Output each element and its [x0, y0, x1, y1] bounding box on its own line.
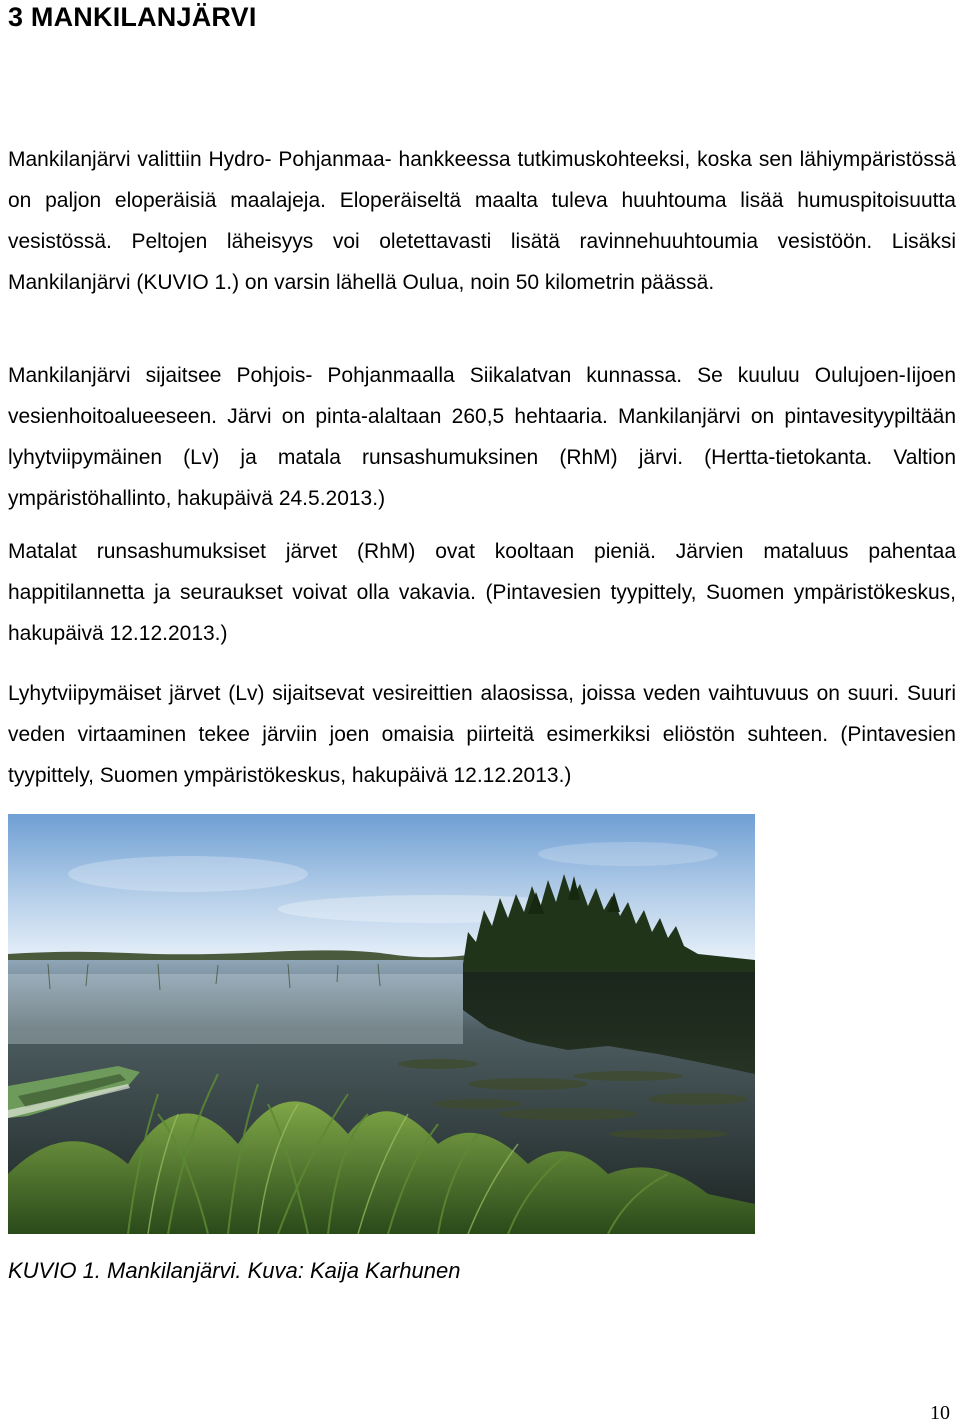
paragraph-intro: Mankilanjärvi valittiin Hydro- Pohjanmaa- hankkeessa tutkimuskohteeksi, koska sen lähiympäristössä on paljon eloperäisiä maalajeja. Eloperäiseltä maalta tuleva huuhtouma lisää humuspitoisuutta vesistössä. Peltojen läheisyys voi oletettavasti lisätä ravinnehuuhtoumia vesistöön. Lisäksi Mankilanjärvi (KUVIO 1.) on varsin lähellä Oulua, noin 50 kilometrin päässä. [8, 148, 956, 294]
lake-photo [8, 814, 755, 1234]
page-number: 10 [930, 1402, 950, 1424]
figure-caption: KUVIO 1. Mankilanjärvi. Kuva: Kaija Karhunen [8, 1258, 461, 1283]
paragraph-shallow-lakes: Matalat runsashumuksiset järvet (RhM) ovat kooltaan pieniä. Järvien mataluus pahentaa happitilannetta ja seuraukset voivat olla vakavia. (Pintavesien tyypittely, Suomen ympäristökeskus, hakupäivä 12.12.2013.) [8, 540, 956, 645]
paragraph-short-retention: Lyhytviipymäiset järvet (Lv) sijaitsevat vesireittien alaosissa, joissa veden vaihtuvuus on suuri. Suuri veden virtaaminen tekee järviin joen omaisia piirteitä esimerkiksi eliöstön suhteen. (Pintavesien tyypittely, Suomen ympäristökeskus, hakupäivä 12.12.2013.) [8, 682, 956, 787]
section-heading: 3 MANKILANJÄRVI [8, 2, 257, 32]
paragraph-location: Mankilanjärvi sijaitsee Pohjois- Pohjanmaalla Siikalatvan kunnassa. Se kuuluu Oulujoen-Iijoen vesienhoitoalueeseen. Järvi on pinta-alaltaan 260,5 hehtaaria. Mankilanjärvi on pintavesityypiltään lyhytviipymäinen (Lv) ja matala runsashumuksinen (RhM) järvi. (Hertta-tietokanta. Valtion ympäristöhallinto, hakupäivä 24.5.2013.) [8, 364, 956, 510]
